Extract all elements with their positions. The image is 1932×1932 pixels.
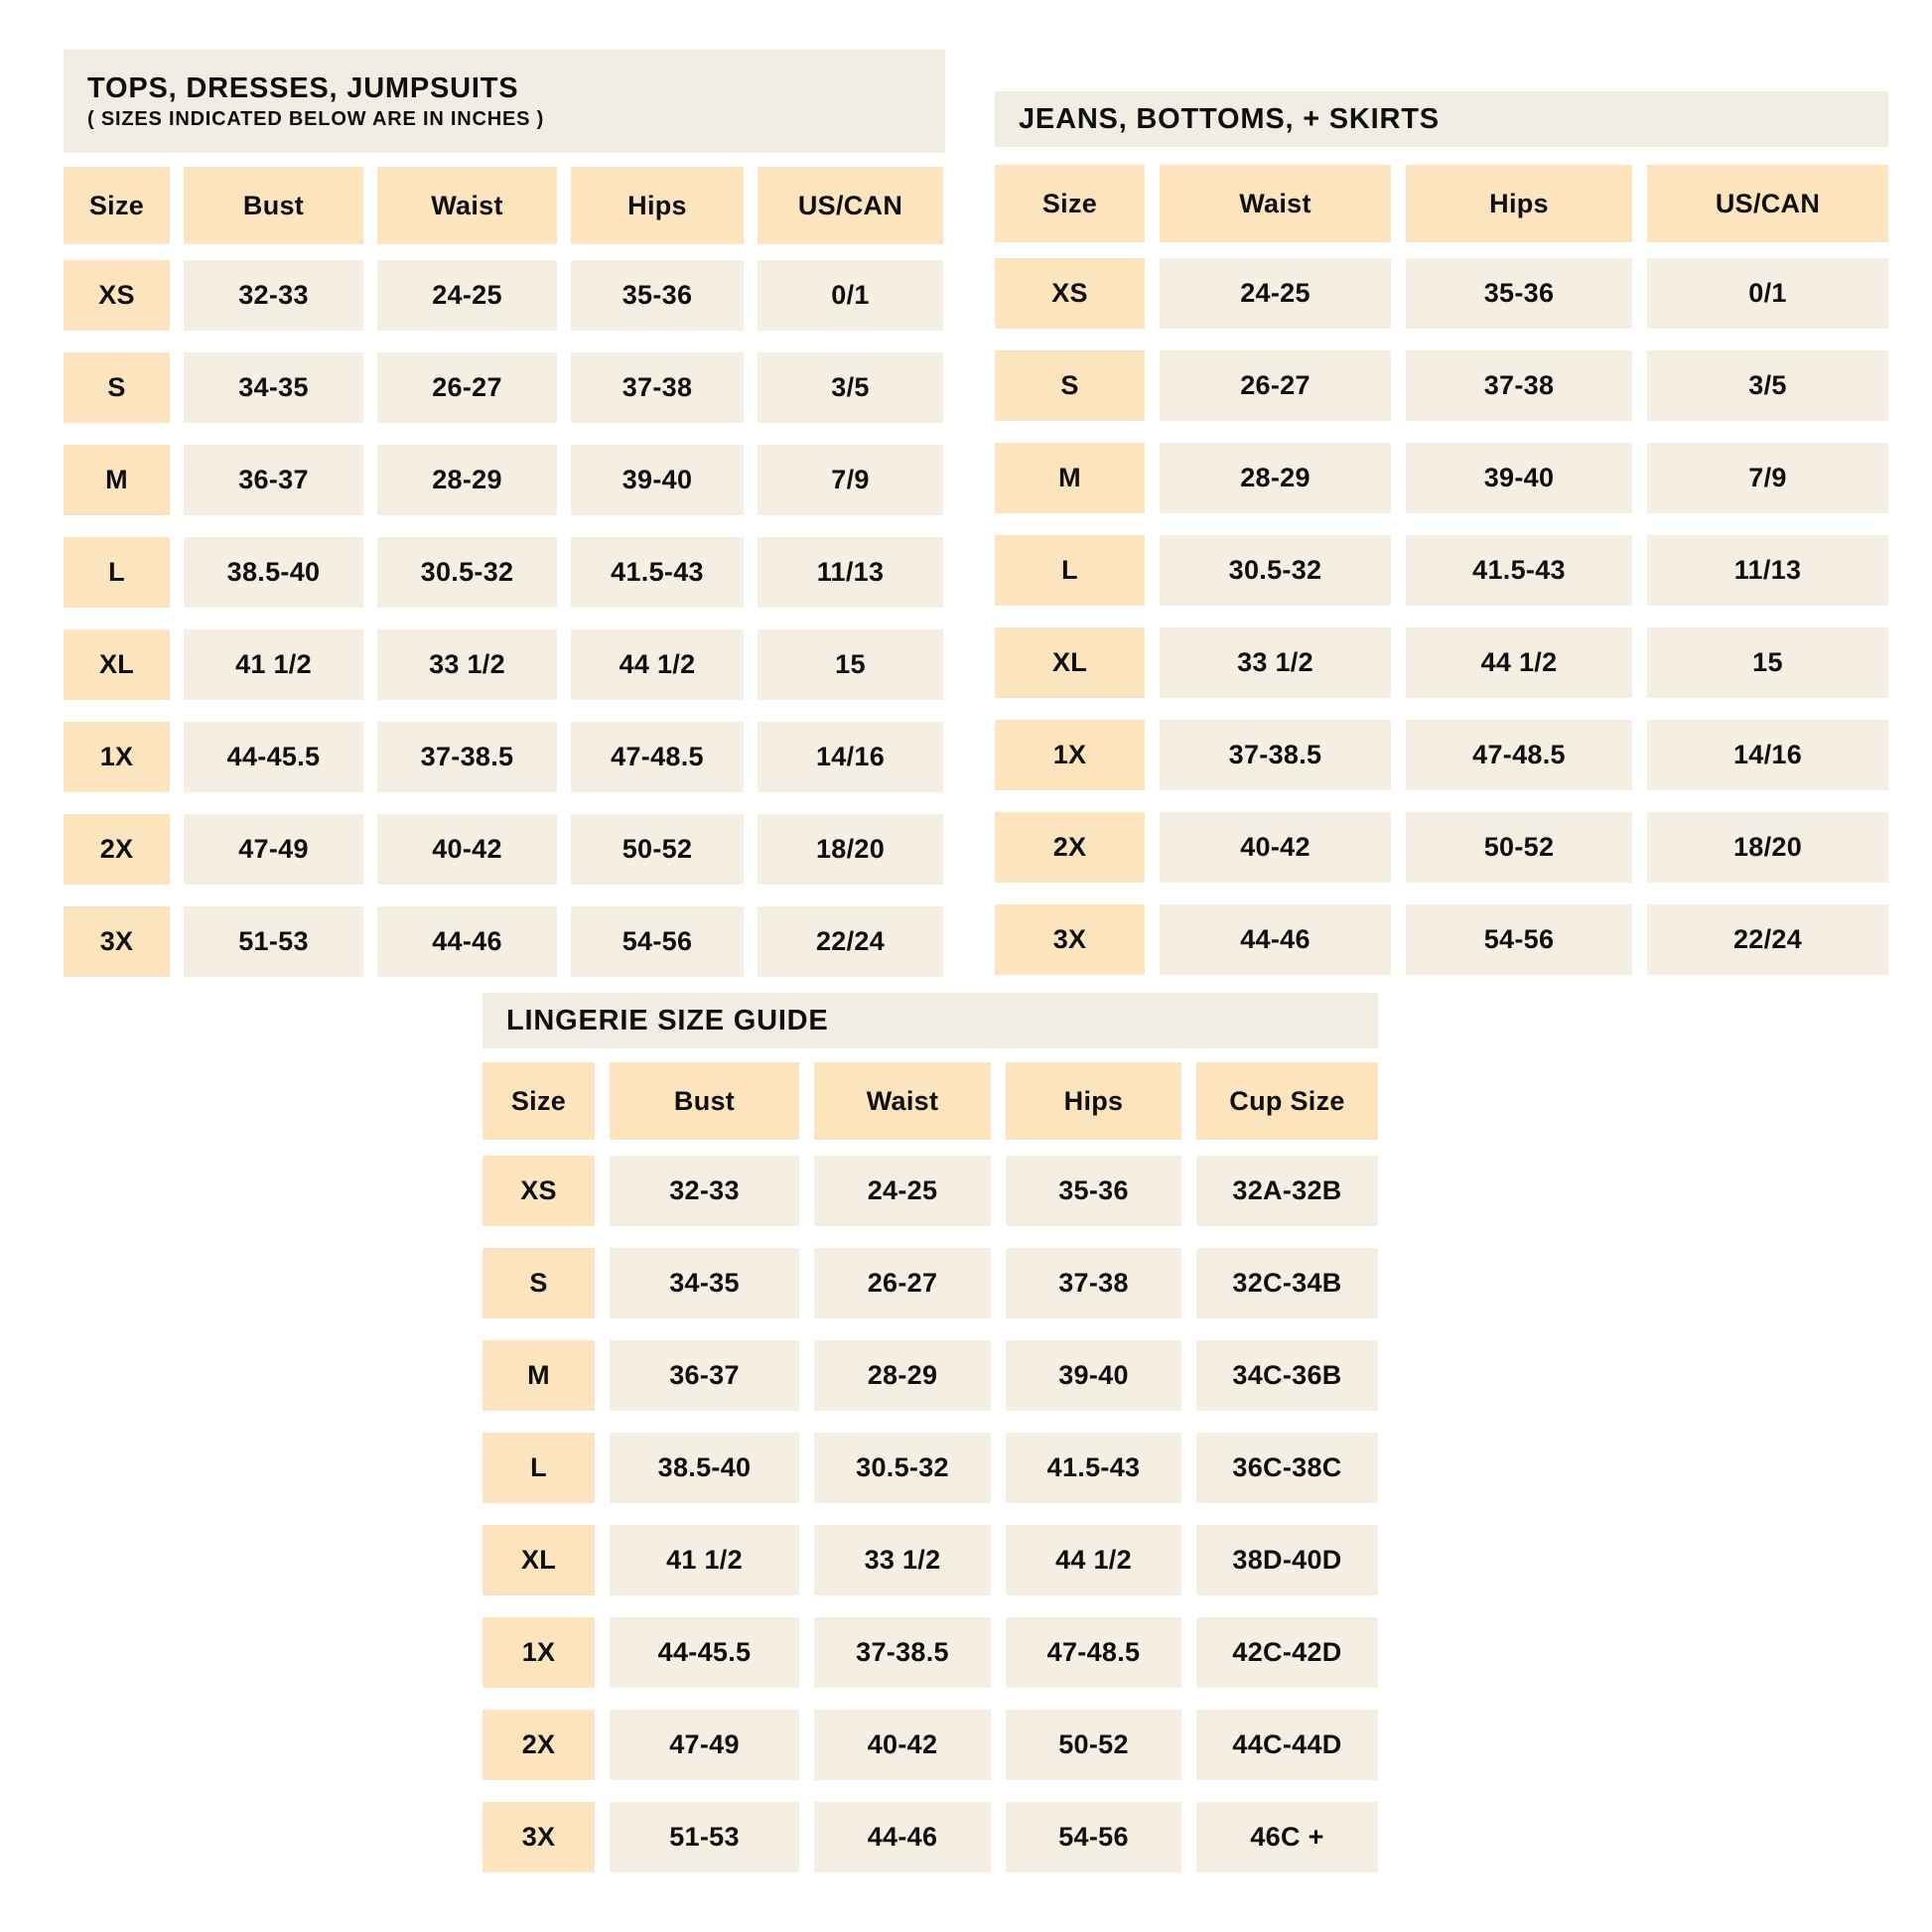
value-cell: 28-29 xyxy=(1160,443,1391,513)
value-cell: 44 1/2 xyxy=(1006,1525,1181,1595)
value-cell: 37-38 xyxy=(1406,350,1632,421)
table-row xyxy=(995,350,1888,421)
size-cell: 2X xyxy=(483,1710,595,1780)
value-cell: 22/24 xyxy=(758,906,943,977)
value-cell: 47-48.5 xyxy=(571,722,744,792)
value-cell: 39-40 xyxy=(1006,1340,1181,1411)
table-row xyxy=(483,1156,1378,1226)
table-row xyxy=(483,1617,1378,1688)
jeans-header-row xyxy=(995,165,1888,242)
value-cell: 39-40 xyxy=(1406,443,1632,513)
jeans-title-block xyxy=(995,91,1888,147)
value-cell: 7/9 xyxy=(1647,443,1888,513)
jeans-size-table xyxy=(995,91,1888,975)
value-cell: 22/24 xyxy=(1647,904,1888,975)
value-cell: 44 1/2 xyxy=(571,629,744,700)
value-cell: 51-53 xyxy=(610,1802,799,1872)
size-cell: 3X xyxy=(64,906,170,977)
table-row xyxy=(483,1248,1378,1318)
value-cell: 36-37 xyxy=(184,445,363,515)
value-cell: 44-45.5 xyxy=(610,1617,799,1688)
header-cell-waist: Waist xyxy=(377,167,557,244)
value-cell: 47-49 xyxy=(610,1710,799,1780)
value-cell: 54-56 xyxy=(1006,1802,1181,1872)
value-cell: 46C + xyxy=(1196,1802,1378,1872)
header-cell-cup-size: Cup Size xyxy=(1196,1062,1378,1140)
size-cell: 1X xyxy=(995,720,1145,790)
lingerie-table-body xyxy=(483,1156,1378,1872)
size-cell: XL xyxy=(64,629,170,700)
value-cell: 40-42 xyxy=(814,1710,991,1780)
lingerie-size-table xyxy=(483,993,1378,1872)
size-cell: 1X xyxy=(483,1617,595,1688)
header-cell-size: Size xyxy=(995,165,1145,242)
value-cell: 44-46 xyxy=(1160,904,1391,975)
header-cell-us-can: US/CAN xyxy=(1647,165,1888,242)
table-row xyxy=(64,906,945,977)
value-cell: 37-38 xyxy=(571,352,744,423)
size-cell: XS xyxy=(64,260,170,331)
value-cell: 47-49 xyxy=(184,814,363,885)
value-cell: 50-52 xyxy=(571,814,744,885)
value-cell: 30.5-32 xyxy=(1160,535,1391,606)
lingerie-table-title: LINGERIE SIZE GUIDE xyxy=(506,1004,829,1036)
value-cell: 26-27 xyxy=(1160,350,1391,421)
value-cell: 41.5-43 xyxy=(1406,535,1632,606)
table-row xyxy=(64,814,945,885)
value-cell: 28-29 xyxy=(814,1340,991,1411)
lingerie-header-row xyxy=(483,1062,1378,1140)
tops-title-block xyxy=(64,50,945,153)
value-cell: 18/20 xyxy=(1647,812,1888,883)
table-row xyxy=(64,445,945,515)
size-cell: XL xyxy=(995,627,1145,698)
tops-table-subtitle: ( SIZES INDICATED BELOW ARE IN INCHES ) xyxy=(87,108,545,131)
size-cell: XS xyxy=(483,1156,595,1226)
size-cell: 2X xyxy=(995,812,1145,883)
size-cell: XL xyxy=(483,1525,595,1595)
header-cell-bust: Bust xyxy=(184,167,363,244)
size-cell: 3X xyxy=(483,1802,595,1872)
value-cell: 37-38.5 xyxy=(377,722,557,792)
header-cell-size: Size xyxy=(483,1062,595,1140)
tops-header-row xyxy=(64,167,945,244)
value-cell: 36C-38C xyxy=(1196,1433,1378,1503)
value-cell: 26-27 xyxy=(814,1248,991,1318)
tops-table-title: TOPS, DRESSES, JUMPSUITS xyxy=(87,71,519,104)
value-cell: 54-56 xyxy=(571,906,744,977)
value-cell: 47-48.5 xyxy=(1406,720,1632,790)
value-cell: 41.5-43 xyxy=(1006,1433,1181,1503)
table-row xyxy=(64,537,945,608)
lingerie-title-block xyxy=(483,993,1378,1048)
value-cell: 44 1/2 xyxy=(1406,627,1632,698)
table-row xyxy=(64,629,945,700)
value-cell: 0/1 xyxy=(758,260,943,331)
size-cell: M xyxy=(64,445,170,515)
value-cell: 24-25 xyxy=(1160,258,1391,329)
jeans-table-title: JEANS, BOTTOMS, + SKIRTS xyxy=(1019,102,1440,135)
header-cell-size: Size xyxy=(64,167,170,244)
table-row xyxy=(483,1525,1378,1595)
value-cell: 41 1/2 xyxy=(610,1525,799,1595)
size-cell: M xyxy=(995,443,1145,513)
value-cell: 35-36 xyxy=(571,260,744,331)
value-cell: 32C-34B xyxy=(1196,1248,1378,1318)
tops-table-body xyxy=(64,260,945,977)
value-cell: 32-33 xyxy=(610,1156,799,1226)
value-cell: 35-36 xyxy=(1406,258,1632,329)
value-cell: 30.5-32 xyxy=(377,537,557,608)
value-cell: 35-36 xyxy=(1006,1156,1181,1226)
size-cell: L xyxy=(483,1433,595,1503)
table-row xyxy=(995,535,1888,606)
header-cell-us-can: US/CAN xyxy=(758,167,943,244)
value-cell: 40-42 xyxy=(1160,812,1391,883)
header-cell-waist: Waist xyxy=(1160,165,1391,242)
value-cell: 28-29 xyxy=(377,445,557,515)
value-cell: 37-38 xyxy=(1006,1248,1181,1318)
value-cell: 37-38.5 xyxy=(814,1617,991,1688)
value-cell: 37-38.5 xyxy=(1160,720,1391,790)
value-cell: 38D-40D xyxy=(1196,1525,1378,1595)
tops-size-table xyxy=(64,50,945,977)
value-cell: 38.5-40 xyxy=(610,1433,799,1503)
table-row xyxy=(64,722,945,792)
value-cell: 33 1/2 xyxy=(1160,627,1391,698)
size-cell: 1X xyxy=(64,722,170,792)
value-cell: 15 xyxy=(1647,627,1888,698)
size-cell: L xyxy=(995,535,1145,606)
value-cell: 24-25 xyxy=(814,1156,991,1226)
value-cell: 51-53 xyxy=(184,906,363,977)
value-cell: 38.5-40 xyxy=(184,537,363,608)
header-cell-bust: Bust xyxy=(610,1062,799,1140)
value-cell: 50-52 xyxy=(1406,812,1632,883)
table-row xyxy=(64,352,945,423)
table-row xyxy=(483,1802,1378,1872)
value-cell: 36-37 xyxy=(610,1340,799,1411)
value-cell: 26-27 xyxy=(377,352,557,423)
value-cell: 15 xyxy=(758,629,943,700)
value-cell: 44-45.5 xyxy=(184,722,363,792)
value-cell: 30.5-32 xyxy=(814,1433,991,1503)
value-cell: 50-52 xyxy=(1006,1710,1181,1780)
value-cell: 32-33 xyxy=(184,260,363,331)
table-row xyxy=(995,720,1888,790)
value-cell: 14/16 xyxy=(758,722,943,792)
value-cell: 14/16 xyxy=(1647,720,1888,790)
table-row xyxy=(64,260,945,331)
table-row xyxy=(483,1340,1378,1411)
header-cell-hips: Hips xyxy=(571,167,744,244)
size-cell: S xyxy=(995,350,1145,421)
value-cell: 44-46 xyxy=(814,1802,991,1872)
size-cell: L xyxy=(64,537,170,608)
table-row xyxy=(995,627,1888,698)
value-cell: 54-56 xyxy=(1406,904,1632,975)
value-cell: 11/13 xyxy=(758,537,943,608)
header-cell-hips: Hips xyxy=(1406,165,1632,242)
table-row xyxy=(483,1710,1378,1780)
size-cell: S xyxy=(483,1248,595,1318)
value-cell: 7/9 xyxy=(758,445,943,515)
value-cell: 33 1/2 xyxy=(377,629,557,700)
jeans-table-body xyxy=(995,258,1888,975)
value-cell: 3/5 xyxy=(1647,350,1888,421)
value-cell: 33 1/2 xyxy=(814,1525,991,1595)
value-cell: 34-35 xyxy=(184,352,363,423)
value-cell: 44-46 xyxy=(377,906,557,977)
table-row xyxy=(995,904,1888,975)
table-row xyxy=(995,258,1888,329)
value-cell: 47-48.5 xyxy=(1006,1617,1181,1688)
size-cell: 2X xyxy=(64,814,170,885)
size-cell: S xyxy=(64,352,170,423)
size-cell: 3X xyxy=(995,904,1145,975)
value-cell: 0/1 xyxy=(1647,258,1888,329)
value-cell: 24-25 xyxy=(377,260,557,331)
value-cell: 41.5-43 xyxy=(571,537,744,608)
value-cell: 18/20 xyxy=(758,814,943,885)
size-cell: M xyxy=(483,1340,595,1411)
value-cell: 34C-36B xyxy=(1196,1340,1378,1411)
value-cell: 11/13 xyxy=(1647,535,1888,606)
header-cell-waist: Waist xyxy=(814,1062,991,1140)
value-cell: 41 1/2 xyxy=(184,629,363,700)
value-cell: 39-40 xyxy=(571,445,744,515)
value-cell: 34-35 xyxy=(610,1248,799,1318)
value-cell: 32A-32B xyxy=(1196,1156,1378,1226)
table-row xyxy=(995,812,1888,883)
value-cell: 44C-44D xyxy=(1196,1710,1378,1780)
value-cell: 3/5 xyxy=(758,352,943,423)
size-cell: XS xyxy=(995,258,1145,329)
table-row xyxy=(995,443,1888,513)
header-cell-hips: Hips xyxy=(1006,1062,1181,1140)
value-cell: 42C-42D xyxy=(1196,1617,1378,1688)
table-row xyxy=(483,1433,1378,1503)
value-cell: 40-42 xyxy=(377,814,557,885)
